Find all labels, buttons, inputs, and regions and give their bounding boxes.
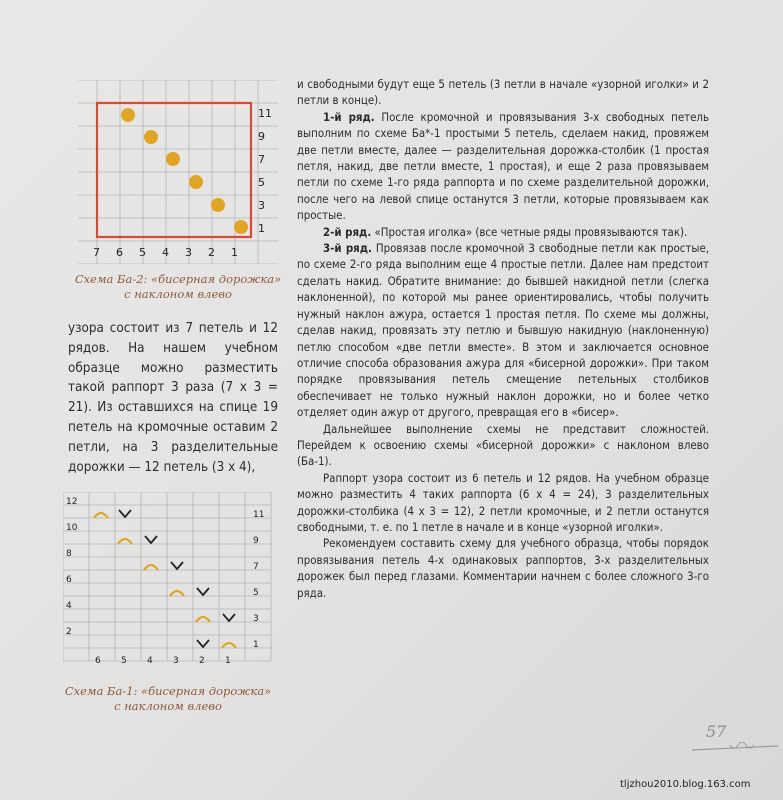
scheme-ba1-caption-line1: Схема Ба-1: «бисерная дорожка» [64,684,272,698]
bead-dot-icon [234,220,248,234]
scheme-ba1-right-label: 9 [253,536,259,546]
knit-two-together-icon [197,640,209,647]
scheme-ba2-col-label: 6 [116,246,123,259]
paragraph-recommend: Рекомендуем составить схему для учебного образца, чтобы порядок провязывания петель 4-х одинаковых раппортов, 3-х разделительных дорожек был перед глазами. Комментарии начнем с более сложного 3-го ряда. [297,536,709,600]
scheme-ba2-row-label: 9 [258,130,265,143]
paragraph-next-scheme: Дальнейшее выполнение схемы не представит сложностей. Перейдем к освоению схемы «бисерной дорожки» с наклоном влево (Ба-1). [297,421,709,469]
scheme-ba2-col-label: 4 [162,246,169,259]
scheme-ba2-col-label: 7 [93,246,100,259]
scheme-ba2-row-label: 3 [258,199,265,212]
scheme-ba1-left-label: 8 [66,549,72,559]
scheme-ba1-col-label: 1 [225,656,231,666]
paragraph-rapport: Раппорт узора состоит из 6 петель и 12 рядов. На учебном образце можно разместить 4 таких раппорта (6 х 4 = 24), 3 разделительных дорожки-столбика (4 х 3 = 12), 2 петли кромочные, и 2 петли останутся свободными, т. е. по 1 петле в начале и в конце «узорной иголки». [297,470,709,534]
scheme-ba1-right-label: 7 [253,562,259,572]
row3-text: Провязав после кромочной 3 свободные петли как простые, по схеме 2-го ряда выполним еще 4 простые петли. Далее нам предстоит сделать накид. Обратите внимание: до бывшей накидной петли (слегка наклоненной), по которой мы ранее ориентировались, чтобы получить нужный наклон ажура, остается 1 простая петля. По схеме мы должны, сделав накид, провязать эту петлю и бывшую накидную (наклоненную) петлю способом «две петли вместе». В этом и заключается основное отличие способа образования ажура для «бисерной дорожки». При таком порядке провязывания петель смещение петельных столбиков обеспечивает не только нужный наклон дорожки, но и более четко отделяет один ажур от другого, превращая его в «бисер». [297,241,710,420]
paragraph-continuation: и свободными будут еще 5 петель (3 петли в начале «узорной иголки» и 2 петли в конце). [297,77,709,108]
scheme-ba1-col-label: 3 [173,656,179,666]
scheme-ba2-row-label: 11 [258,107,272,120]
yarn-over-arc-icon [94,513,108,518]
scheme-ba2-col-label: 3 [185,246,192,259]
yarn-over-arc-icon [170,591,184,596]
row1-heading: 1-й ряд. [323,109,375,124]
yarn-over-arc-icon [196,617,210,622]
watermark: tljzhou2010.blog.163.com [620,779,751,790]
row2-text: «Простая иголка» (все четные ряды провязываются так). [371,224,688,239]
right-column-text [297,76,709,601]
scheme-ba1-left-label: 4 [66,601,72,611]
scheme-ba2-col-label: 1 [231,246,238,259]
left-column-text: узора состоит из 7 петель и 12 рядов. На нашем учебном образце можно разместить такой раппорт 3 раза (7 х 3 = 21). Из оставшихся на спице 19 петель на кромочные оставим 2 петли, на 3 разделительные дорожки — 12 петель (3 х 4), [68,321,278,475]
scheme-ba2-col-label: 5 [139,246,146,259]
scheme-ba2-caption [68,272,288,302]
paragraph-row3 [297,240,709,420]
knit-two-together-icon [119,510,131,517]
knit-two-together-icon [145,536,157,543]
knit-two-together-icon [197,588,209,595]
paragraph-row1 [297,109,709,224]
scheme-ba1-left-label: 6 [66,575,72,585]
row2-heading: 2-й ряд. [323,224,372,239]
scheme-ba1-left-label: 10 [66,523,78,533]
scheme-ba1-right-label: 1 [253,640,259,650]
scheme-ba1-right-label: 5 [253,588,259,598]
bead-dot-icon [121,108,135,122]
scheme-ba2-col-label: 2 [208,246,215,259]
scheme-ba1-col-label: 5 [121,656,127,666]
yarn-over-arc-icon [222,643,236,648]
knit-two-together-icon [223,614,235,621]
scheme-ba1-col-label: 4 [147,656,153,666]
yarn-over-arc-icon [144,565,158,570]
scheme-ba1-right-label: 11 [253,510,265,520]
scheme-ba1-caption-line2: с наклоном влево [114,699,222,713]
bead-dot-icon [144,130,158,144]
yarn-over-arc-icon [118,539,132,544]
scheme-ba2-row-label: 1 [258,222,265,235]
scheme-ba2-caption-line2: с наклоном влево [124,287,232,301]
scheme-ba1-left-label: 12 [66,497,78,507]
scheme-ba2-chart [78,80,278,264]
scheme-ba1-col-label: 2 [199,656,205,666]
page-number: 57 [706,722,727,741]
bead-dot-icon [211,198,225,212]
scheme-ba1-caption [58,684,278,714]
knit-two-together-icon [171,562,183,569]
paragraph-row2 [297,224,709,240]
scheme-ba2-row-label: 7 [258,153,265,166]
scheme-ba1-left-label: 2 [66,627,72,637]
knitting-needle-icon [690,742,780,756]
scheme-ba1-chart [63,492,275,672]
scheme-ba2-row-label: 5 [258,176,265,189]
row1-text: После кромочной и провязывания 3-х свободных петель выполним по схеме Ба*-1 простыми 5 петель, сделаем накид, провяжем две петли вместе, далее — разделительная дорожка-столбик (1 простая петля, накид, две петли вместе, 1 простая), и еще 2 раза провязываем петли по схеме 1-го ряда раппорта и по схеме разделительной дорожки, после чего на левой спице останутся 3 петли, которые провязываем как простые. [297,109,710,223]
scheme-ba2-caption-line1: Схема Ба-2: «бисерная дорожка» [74,272,282,286]
bead-dot-icon [166,152,180,166]
bead-dot-icon [189,175,203,189]
row3-heading: 3-й ряд. [323,241,372,256]
scheme-ba1-right-label: 3 [253,614,259,624]
scheme-ba1-col-label: 6 [95,656,101,666]
